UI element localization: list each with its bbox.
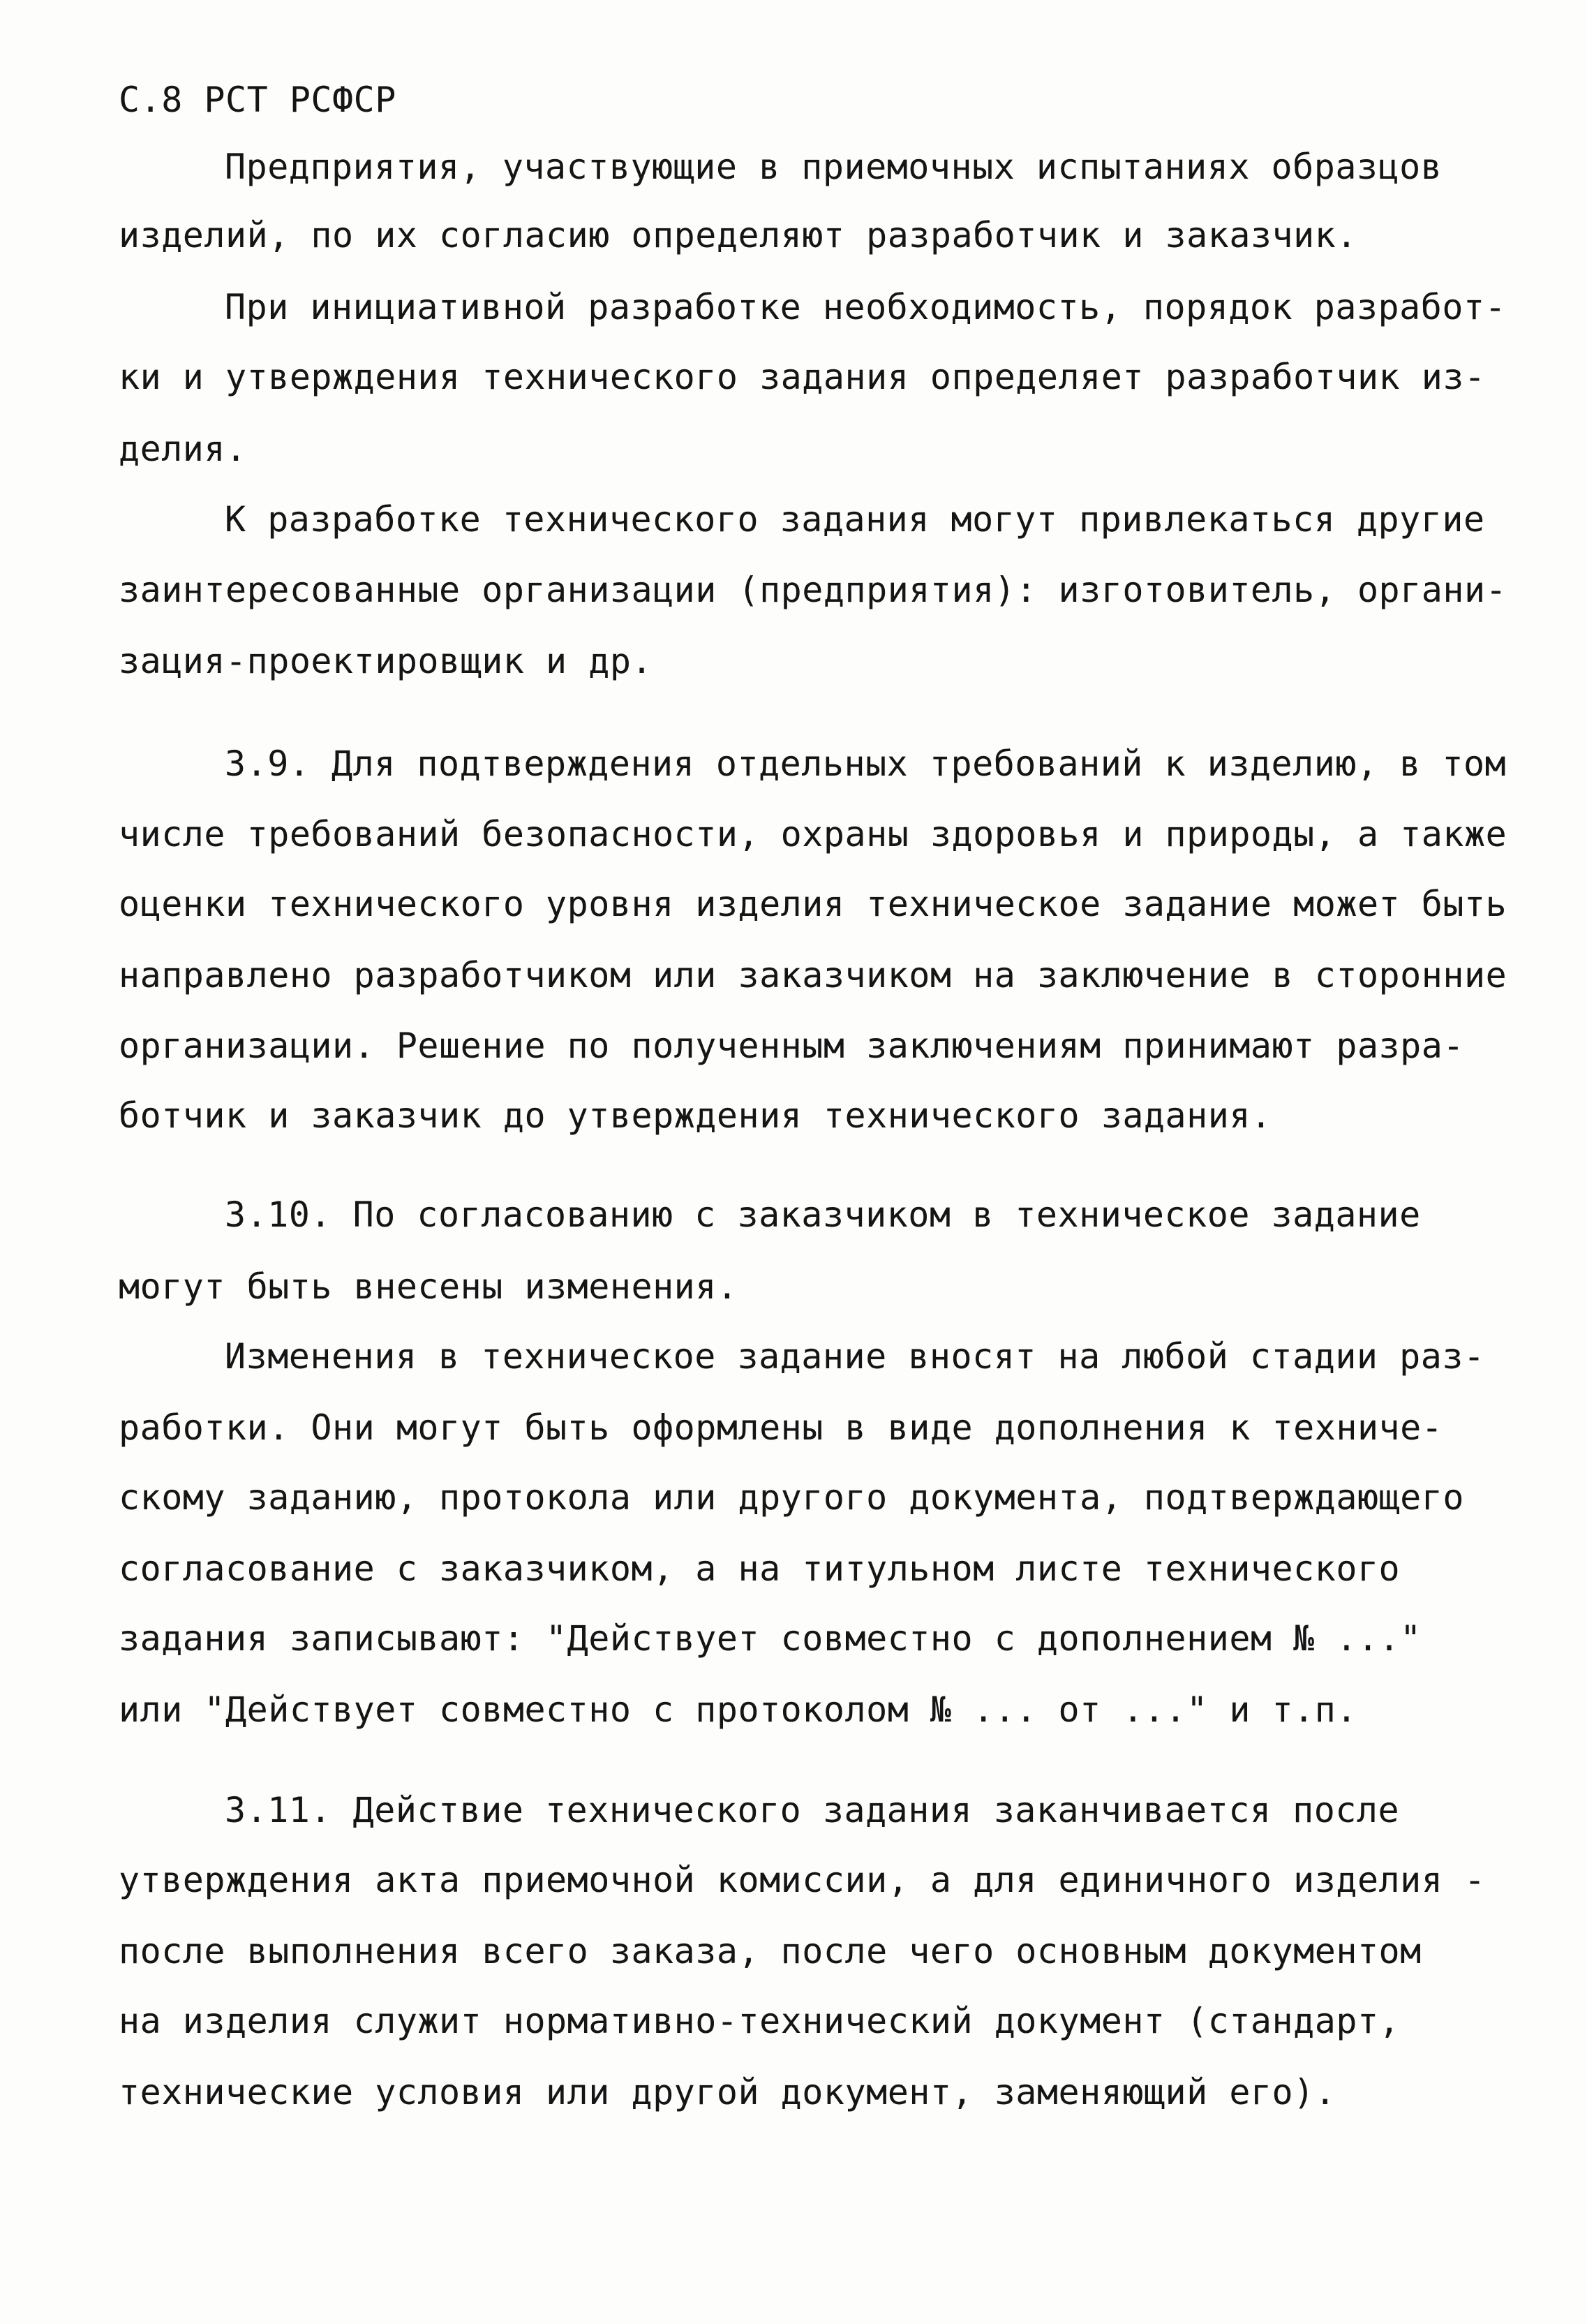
paragraph-3-10-line-1: 3.10. По согласованию с заказчиком в техническое задание bbox=[225, 1194, 1421, 1235]
paragraph-6-line-2: работки. Они могут быть оформлены в виде дополнения к техниче- bbox=[119, 1407, 1443, 1448]
paragraph-3-line-2: заинтересованные организации (предприятия): изготовитель, органи- bbox=[119, 570, 1507, 610]
paragraph-3-line-3: зация-проектировщик и др. bbox=[119, 641, 653, 681]
paragraph-3-9-line-1: 3.9. Для подтверждения отдельных требований к изделию, в том bbox=[225, 743, 1507, 784]
paragraph-2-line-3: делия. bbox=[119, 429, 247, 469]
paragraph-6-line-3: скому заданию, протокола или другого документа, подтверждающего bbox=[119, 1477, 1464, 1518]
paragraph-3-9-line-4: направлено разработчиком или заказчиком на заключение в сторонние bbox=[119, 955, 1507, 996]
paragraph-2-line-2: ки и утверждения технического задания определяет разработчик из- bbox=[119, 357, 1486, 397]
paragraph-2-line-1: При инициативной разработке необходимость, порядок разработ- bbox=[225, 287, 1507, 327]
paragraph-3-11-line-5: технические условия или другой документ, заменяющий его). bbox=[119, 2072, 1336, 2112]
paragraph-3-11-line-3: после выполнения всего заказа, после чего основным документом bbox=[119, 1931, 1422, 1971]
paragraph-3-9-line-6: ботчик и заказчик до утверждения технического задания. bbox=[119, 1095, 1272, 1136]
paragraph-1-line-2: изделий, по их согласию определяют разработчик и заказчик. bbox=[119, 215, 1357, 256]
paragraph-3-9-line-5: организации. Решение по полученным заключениям принимают разра- bbox=[119, 1026, 1464, 1066]
paragraph-6-line-4: согласование с заказчиком, а на титульном листе технического bbox=[119, 1548, 1401, 1589]
paragraph-3-9-line-2: числе требований безопасности, охраны здоровья и природы, а также bbox=[119, 814, 1507, 854]
paragraph-3-11-line-1: 3.11. Действие технического задания заканчивается после bbox=[225, 1790, 1400, 1830]
paragraph-3-11-line-2: утверждения акта приемочной комиссии, а для единичного изделия - bbox=[119, 1860, 1486, 1900]
paragraph-3-10-line-2: могут быть внесены изменения. bbox=[119, 1266, 738, 1307]
paragraph-3-11-line-4: на изделия служит нормативно-технический документ (стандарт, bbox=[119, 2001, 1401, 2041]
paragraph-6-line-5: задания записывают: "Действует совместно с дополнением № ..." bbox=[119, 1618, 1422, 1659]
paragraph-6-line-6: или "Действует совместно с протоколом № ... от ..." и т.п. bbox=[119, 1689, 1357, 1730]
paragraph-3-9-line-3: оценки технического уровня изделия техническое задание может быть bbox=[119, 884, 1507, 924]
page-header: С.8 РСТ РСФСР bbox=[119, 80, 396, 120]
paragraph-6-line-1: Изменения в техническое задание вносят на любой стадии раз- bbox=[225, 1336, 1485, 1377]
paragraph-3-line-1: К разработке технического задания могут привлекаться другие bbox=[225, 499, 1485, 540]
paragraph-1-line-1: Предприятия, участвующие в приемочных испытаниях образцов bbox=[225, 147, 1443, 187]
